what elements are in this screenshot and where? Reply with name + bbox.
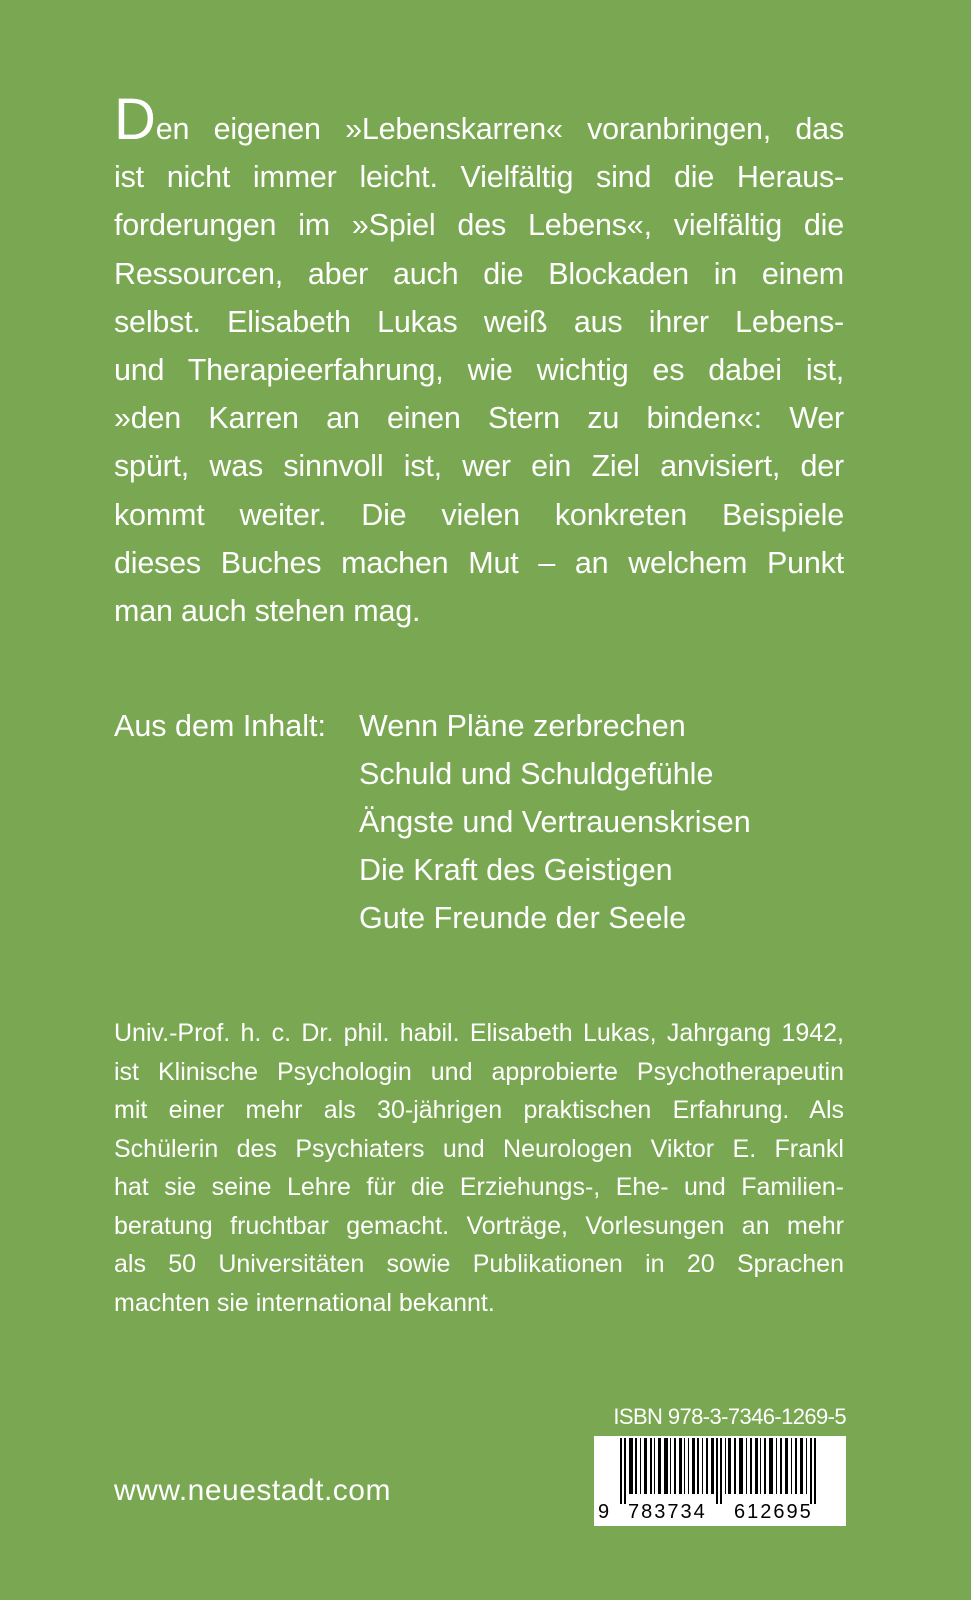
author-bio <box>114 1014 844 1322</box>
publisher-url[interactable]: www.neuestadt.com <box>114 1474 391 1507</box>
bio-line: Univ.-Prof. h. c. Dr. phil. habil. Elisabeth Lukas, Jahrgang 1942, <box>114 1019 844 1047</box>
blurb-line: und Therapieerfahrung, wie wichtig es dabei ist, <box>114 353 844 388</box>
blurb-line: Den eigenen »Lebenskarren« voranbringen, das <box>114 87 844 152</box>
blurb-line: Ressourcen, aber auch die Blockaden in einem <box>114 256 844 291</box>
bio-line: als 50 Universitäten sowie Publikationen in 20 Sprachen <box>114 1250 844 1278</box>
contents-label: Aus dem Inhalt: <box>114 709 326 743</box>
bio-line: mit einer mehr als 30-jährigen praktischen Erfahrung. Als <box>114 1096 844 1124</box>
drop-cap: D <box>114 87 156 152</box>
bio-line: hat sie seine Lehre für die Erziehungs-, Ehe- und Familien- <box>114 1173 844 1201</box>
contents-item: Schuld und Schuldgefühle <box>359 757 714 791</box>
bio-line: machten sie international bekannt. <box>114 1288 495 1317</box>
blurb-line: dieses Buches machen Mut – an welchem Punkt <box>114 545 844 580</box>
blurb-line: ist nicht immer leicht. Vielfältig sind die Heraus- <box>114 160 844 195</box>
blurb-line: kommt weiter. Die vielen konkreten Beispiele <box>114 497 844 532</box>
bio-line: ist Klinische Psychologin und approbierte Psychotherapeutin <box>114 1057 844 1086</box>
contents-item: Gute Freunde der Seele <box>359 901 687 935</box>
back-cover-blurb <box>114 87 844 635</box>
isbn-label: ISBN 978-3-7346-1269-5 <box>613 1404 846 1429</box>
table-of-contents-excerpt <box>114 702 751 942</box>
contents-item: Wenn Pläne zerbrechen <box>359 709 686 743</box>
blurb-line: forderungen im »Spiel des Lebens«, vielfältig die <box>114 208 844 243</box>
blurb-line: spürt, was sinnvoll ist, wer ein Ziel anvisiert, der <box>114 449 844 484</box>
bio-line: Schülerin des Psychiaters und Neurologen Viktor E. Frankl <box>114 1134 844 1163</box>
bio-line: beratung fruchtbar gemacht. Vorträge, Vorlesungen an mehr <box>114 1211 844 1240</box>
barcode-icon <box>594 1436 846 1504</box>
blurb-line: man auch stehen mag. <box>114 594 421 629</box>
barcode: 9 783734 612695 <box>594 1436 846 1526</box>
blurb-line: selbst. Elisabeth Lukas weiß aus ihrer Lebens- <box>114 304 844 339</box>
contents-item: Die Kraft des Geistigen <box>359 853 673 887</box>
blurb-line: »den Karren an einen Stern zu binden«: Wer <box>114 401 844 436</box>
contents-item: Ängste und Vertrauenskrisen <box>359 805 751 839</box>
